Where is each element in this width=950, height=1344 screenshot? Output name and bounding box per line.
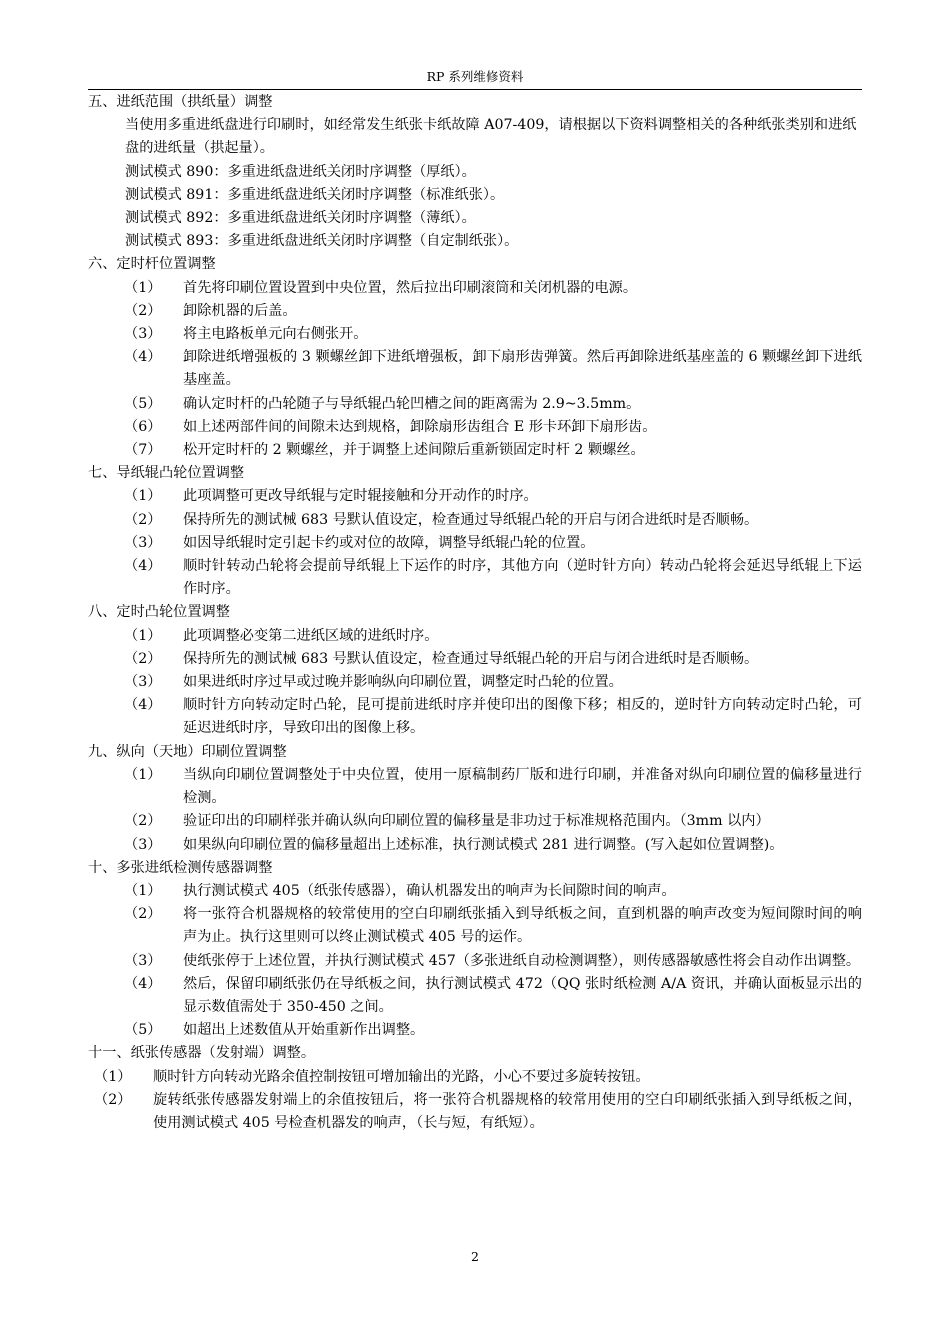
list-item-number: （4） — [124, 975, 162, 992]
list-item-number: （2） — [124, 650, 162, 667]
list-item-number: （1） — [94, 1068, 132, 1085]
list-item — [88, 485, 862, 508]
list-item-text: 如果纵向印刷位置的偏移量超出上述标准，执行测试模式 281 进行调整。(写入起如位置调整)。 — [183, 836, 784, 853]
list-item — [88, 950, 862, 973]
list-item — [88, 532, 862, 555]
list-item — [88, 625, 862, 648]
list-item — [88, 555, 862, 601]
list-item-number: （7） — [124, 442, 162, 459]
section-paragraph: 测试模式 893：多重进纸盘进纸关闭时序调整（自定制纸张）。 — [125, 233, 519, 250]
list-item-text: 当纵向印刷位置调整处于中央位置，使用一原稿制药厂版和进行印刷，并准备对纵向印刷位置的偏移量进行检测。 — [183, 766, 862, 807]
list-item-number: （5） — [124, 395, 162, 412]
page-number: 2 — [471, 1249, 479, 1264]
list-item-number: （2） — [94, 1091, 132, 1108]
section-paragraph: 测试模式 892：多重进纸盘进纸关闭时序调整（薄纸）。 — [125, 210, 476, 227]
list-item — [88, 1019, 862, 1042]
list-item — [88, 764, 862, 810]
section-paragraph: 测试模式 890：多重进纸盘进纸关闭时序调整（厚纸）。 — [125, 163, 476, 180]
list-item-number: （1） — [124, 627, 162, 644]
list-item-number: （3） — [124, 836, 162, 853]
section-heading: 七、导纸辊凸轮位置调整 — [88, 465, 245, 482]
list-item — [88, 834, 862, 857]
list-item-number: （1） — [124, 766, 162, 783]
list-item-text: 卸除进纸增强板的 3 颗螺丝卸下进纸增强板，卸下扇形齿弹簧。然后再卸除进纸基座盖的 6 颗螺丝卸下进纸基座盖。 — [183, 349, 862, 389]
list-item-number: （1） — [124, 882, 162, 899]
section-heading: 八、定时凸轮位置调整 — [88, 604, 230, 621]
list-item-text: 如因导纸辊时定引起卡约或对位的故障，调整导纸辊凸轮的位置。 — [183, 534, 595, 551]
list-item-number: （2） — [124, 813, 162, 830]
list-item-text: 执行测试模式 405（纸张传感器），确认机器发出的响声为长间隙时间的响声。 — [183, 882, 676, 899]
list-item-text: 确认定时杆的凸轮随子与导纸辊凸轮凹槽之间的距离需为 2.9~3.5mm。 — [183, 395, 641, 412]
list-item — [88, 277, 862, 300]
list-item-number: （4） — [124, 349, 162, 366]
list-item-number: （2） — [124, 511, 162, 528]
list-item — [88, 671, 862, 694]
list-item — [88, 1089, 862, 1135]
list-item — [88, 300, 862, 323]
list-item-text: 如上述两部件间的间隙未达到规格，卸除扇形齿组合 E 形卡环卸下扇形齿。 — [183, 418, 657, 435]
list-item-text: 顺时针方向转动定时凸轮，昆可提前进纸时序并使印出的图像下移；相反的，逆时针方向转动定时凸轮，可延迟进纸时序，导致印出的图像上移。 — [183, 697, 862, 737]
list-item-text: 使纸张停于上述位置，并执行测试模式 457（多张进纸自动检测调整），则传感器敏感性将会自动作出调整。 — [183, 952, 861, 969]
list-item-text: 卸除机器的后盖。 — [183, 302, 297, 319]
list-item-text: 然后，保留印刷纸张仍在导纸板之间，执行测试模式 472（QQ 张时纸检测 A/A 资讯，并确认面板显示出的显示数值需处于 350-450 之间。 — [183, 975, 862, 1015]
list-item-text: 顺时针转动凸轮将会提前导纸辊上下运作的时序，其他方向（逆时针方向）转动凸轮将会延迟导纸辊上下运作时序。 — [183, 558, 862, 598]
header-rule — [88, 89, 862, 90]
list-item — [88, 439, 862, 462]
list-item-text: 顺时针方向转动光路余值控制按钮可增加输出的光路，小心不要过多旋转按钮。 — [153, 1068, 650, 1085]
list-item-number: （2） — [124, 302, 162, 319]
list-item-text: 松开定时杆的 2 颗螺丝，并于调整上述间隙后重新锁固定时杆 2 颗螺丝。 — [183, 442, 645, 459]
list-item-number: （2） — [124, 906, 162, 923]
list-item-number: （1） — [124, 488, 162, 505]
list-item — [88, 323, 862, 346]
running-header: RP 系列维修资料 — [426, 69, 524, 84]
list-item-text: 验证印出的印刷样张并确认纵向印刷位置的偏移量是非功过于标准规格范围内。（3mm 以内） — [183, 813, 770, 830]
list-item — [88, 973, 862, 1019]
list-item-number: （5） — [124, 1022, 162, 1039]
section-heading: 五、进纸范围（拱纸量）调整 — [88, 94, 273, 110]
list-item-text: 此项调整可更改导纸辊与定时辊接触和分开动作的时序。 — [183, 488, 538, 505]
list-item — [88, 1066, 862, 1089]
list-item-text: 保持所先的测试械 683 号默认值设定，检查通过导纸辊凸轮的开启与闭合进纸时是否顺畅。 — [183, 650, 759, 667]
list-item-text: 将一张符合机器规格的较常使用的空白印刷纸张插入到导纸板之间，直到机器的响声改变为短间隙时间的响声为止。执行这里则可以终止测试模式 405 号的运作。 — [183, 906, 862, 946]
list-item-number: （1） — [124, 279, 162, 296]
list-item — [88, 903, 862, 949]
list-item — [88, 416, 862, 439]
section-heading: 十、多张进纸检测传感器调整 — [88, 859, 273, 876]
list-item — [88, 346, 862, 392]
document-body — [88, 91, 862, 1135]
list-item-number: （4） — [124, 558, 162, 575]
list-item — [88, 393, 862, 416]
list-item-text: 将主电路板单元向右侧张开。 — [183, 326, 368, 343]
list-item-text: 此项调整必变第二进纸区域的进纸时序。 — [183, 627, 439, 644]
list-item-number: （3） — [124, 952, 162, 969]
list-item-text: 旋转纸张传感器发射端上的余值按钮后，将一张符合机器规格的较常用使用的空白印刷纸张插入到导纸板之间，使用测试模式 405 号检查机器发的响声，（长与短，有纸短）。 — [153, 1091, 862, 1131]
section-heading: 九、纵向（天地）印刷位置调整 — [88, 743, 287, 760]
list-item-number: （3） — [124, 534, 162, 551]
list-item-number: （6） — [124, 418, 162, 435]
list-item-text: 首先将印刷位置设置到中央位置，然后拉出印刷滚筒和关闭机器的电源。 — [183, 279, 638, 296]
list-item — [88, 810, 862, 833]
list-item — [88, 509, 862, 532]
list-item-text: 如超出上述数值从开始重新作出调整。 — [183, 1022, 425, 1039]
list-item-text: 保持所先的测试械 683 号默认值设定，检查通过导纸辊凸轮的开启与闭合进纸时是否顺畅。 — [183, 511, 759, 528]
section-paragraph: 当使用多重进纸盘进行印刷时，如经常发生纸张卡纸故障 A07-409，请根据以下资料调整相关的各种纸张类别和进纸盘的进纸量（拱起量）。 — [125, 117, 857, 157]
section-heading: 十一、纸张传感器（发射端）调整。 — [88, 1045, 316, 1062]
list-item-number: （4） — [124, 697, 162, 714]
list-item-number: （3） — [124, 326, 162, 343]
list-item — [88, 880, 862, 903]
list-item-text: 如果进纸时序过早或过晚并影响纵向印刷位置，调整定时凸轮的位置。 — [183, 674, 623, 691]
section-heading: 六、定时杆位置调整 — [88, 256, 216, 273]
list-item — [88, 648, 862, 671]
list-item — [88, 694, 862, 740]
list-item-number: （3） — [124, 674, 162, 691]
section-paragraph: 测试模式 891：多重进纸盘进纸关闭时序调整（标准纸张）。 — [125, 186, 505, 203]
